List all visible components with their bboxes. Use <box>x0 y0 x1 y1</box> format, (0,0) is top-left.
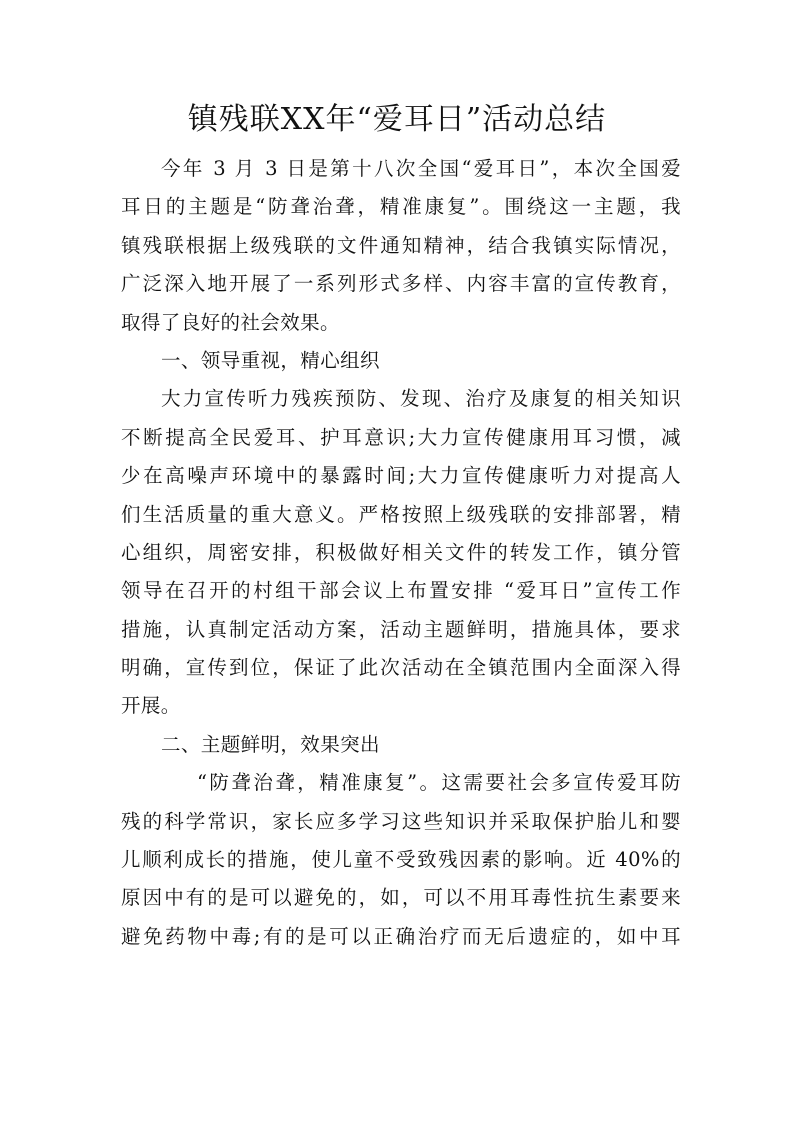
text-line: 广泛深入地开展了一系列形式多样、内容丰富的宣传教育， <box>121 272 681 296</box>
text-line: 避免药物中毒;有的是可以正确治疗而无后遗症的，如中耳 <box>121 924 681 948</box>
intro-paragraph <box>121 150 681 342</box>
section-heading-2: 二、主题鲜明，效果突出 <box>161 732 380 756</box>
section-2-paragraph <box>121 764 681 956</box>
section-heading-1: 一、领导重视，精心组织 <box>161 348 380 372</box>
text-line: 明确，宣传到位，保证了此次活动在全镇范围内全面深入得 <box>121 656 681 680</box>
text-line: 残的科学常识，家长应多学习这些知识并采取保护胎儿和婴 <box>121 809 681 833</box>
text-line: 耳日的主题是“防聋治聋，精准康复”。围绕这一主题，我 <box>121 195 681 219</box>
text-line: “防聋治聋，精准康复”。这需要社会多宣传爱耳防 <box>197 771 681 795</box>
text-line: 原因中有的是可以避免的，如，可以不用耳毒性抗生素要来 <box>121 886 681 910</box>
text-line: 们生活质量的重大意义。严格按照上级残联的安排部署，精 <box>121 502 681 526</box>
text-line: 镇残联根据上级残联的文件通知精神，结合我镇实际情况， <box>121 233 681 257</box>
text-line: 儿顺利成长的措施，使儿童不受致残因素的影响。近 40%的 <box>121 848 681 872</box>
document-body <box>121 150 681 956</box>
text-line: 开展。 <box>121 694 181 718</box>
section-1-paragraph <box>121 380 681 726</box>
text-line: 取得了良好的社会效果。 <box>121 310 340 334</box>
text-line: 大力宣传听力残疾预防、发现、治疗及康复的相关知识 <box>161 387 681 411</box>
text-line: 不断提高全民爱耳、护耳意识;大力宣传健康用耳习惯，减 <box>121 425 681 449</box>
text-line: 领导在召开的村组干部会议上布置安排 “爱耳日”宣传工作 <box>121 579 681 603</box>
text-line: 措施，认真制定活动方案，活动主题鲜明，措施具体，要求 <box>121 617 681 641</box>
text-line: 心组织，周密安排，积极做好相关文件的转发工作，镇分管 <box>121 540 681 564</box>
document-title: 镇残联XX年“爱耳日”活动总结 <box>187 102 607 137</box>
text-line: 今年 3 月 3 日是第十八次全国“爱耳日”，本次全国爱 <box>161 157 681 180</box>
text-line: 少在高噪声环境中的暴露时间;大力宣传健康听力对提高人 <box>121 464 681 488</box>
